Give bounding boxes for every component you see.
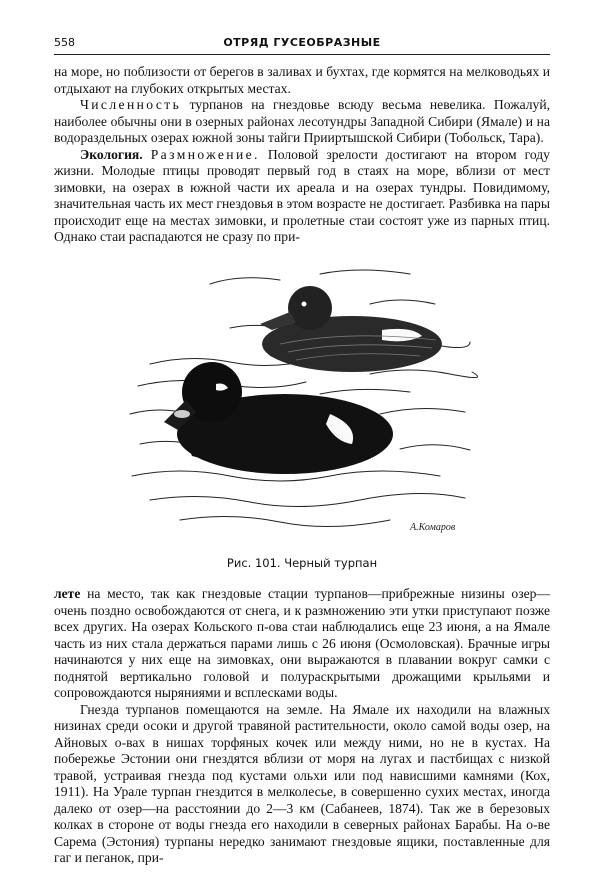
running-title: ОТРЯД ГУСЕОБРАЗНЫЕ [223,36,381,49]
illustration-signature: А.Комаров [410,522,456,533]
paragraph-text: Гнезда турпанов помещаются на земле. На Ямале их находили на влажных низинах среди осоки и другой травяной растительности, около самой воды озер, на Айновых о-вах в нишах торфяных кочек или между ними, но не в кустах. На побережье Эстонии они гнездятся вблизи от моря на лугах и пастбищах с низкой травой, устраивая гнезда под кустами ольхи или под нависшими камнями (Кох, 1911). На Урале турпан гнездится в мелколесье, в совершенно сухих местах, иногда далеко от озер—на расстоянии до 2—3 км (Сабанеев, 1874). Так же в березовых колках в стороне от воды гнезда его находили в северных районах Барабы. На о-ве Сарема (Эстония) турпаны нередко занимают гнездовые ящики, поставленные для гаг и пеганок, при- [54,701,550,865]
page-number: 558 [54,36,75,49]
paragraph [54,147,550,246]
figure-caption: Рис. 101. Черный турпан [226,556,378,570]
paragraph-text: Половой зрелости достигают на втором году жизни. Молодые птицы проводят первый год в стаях на море, вблизи от мест зимовки, на озерах в южной части их ареала и на озерах тундры. Повидимому, значительная часть их мест гнездовья в этом возрасте не достигает. Разбивка на пары происходит еще на местах зимовки, и пролетные стаи состоят уже из парных птиц. Однако стаи распадаются не сразу по при- [54,146,550,244]
text-block-top [54,64,550,246]
spaced-term: Численность [80,97,182,112]
text-block-bottom [54,586,550,867]
header-rule [54,54,550,55]
running-header [54,36,550,54]
male-duck [164,362,393,474]
paragraph [54,702,550,867]
section-heading: Экология. [80,146,143,162]
female-duck [260,286,442,372]
duck-illustration [120,244,480,540]
continued-word: лете [54,586,81,601]
spaced-term: Размножение. [150,146,260,162]
paragraph-text: турпанов на гнездовье всюду весьма невелика. Пожалуй, наиболее обычны они в озерных районах лесотундры Западной Сибири (Ямале) и на водораздельных озерах южной зоны тайги Прииртышской Сибири (Тобольск, Тара). [54,97,550,145]
paragraph [54,97,550,147]
paragraph [54,64,550,97]
paragraph-text: на море, но поблизости от берегов в заливах и бухтах, где кормятся на мелководьях и отдыхают на глубоких открытых местах. [54,64,550,96]
paragraph [54,586,550,702]
paragraph-text: на место, так как гнездовые стации турпанов—прибрежные низины озер—очень поздно освобождаются от снега, и к размножению эти утки приступают позже всех других. На озерах Кольского п-ова стаи наблюдались еще 23 июня, а на Ямале часть из них стала держаться парами лишь с 26 июня (Осмоловская). Брачные игры начинаются у них еще на зимовках, они выражаются в плавании вокруг самки с поднятой вертикально головой и полураскрытыми дрожащими крыльями и сопровождаются ныряниями и всплесками воды. [54,586,550,700]
